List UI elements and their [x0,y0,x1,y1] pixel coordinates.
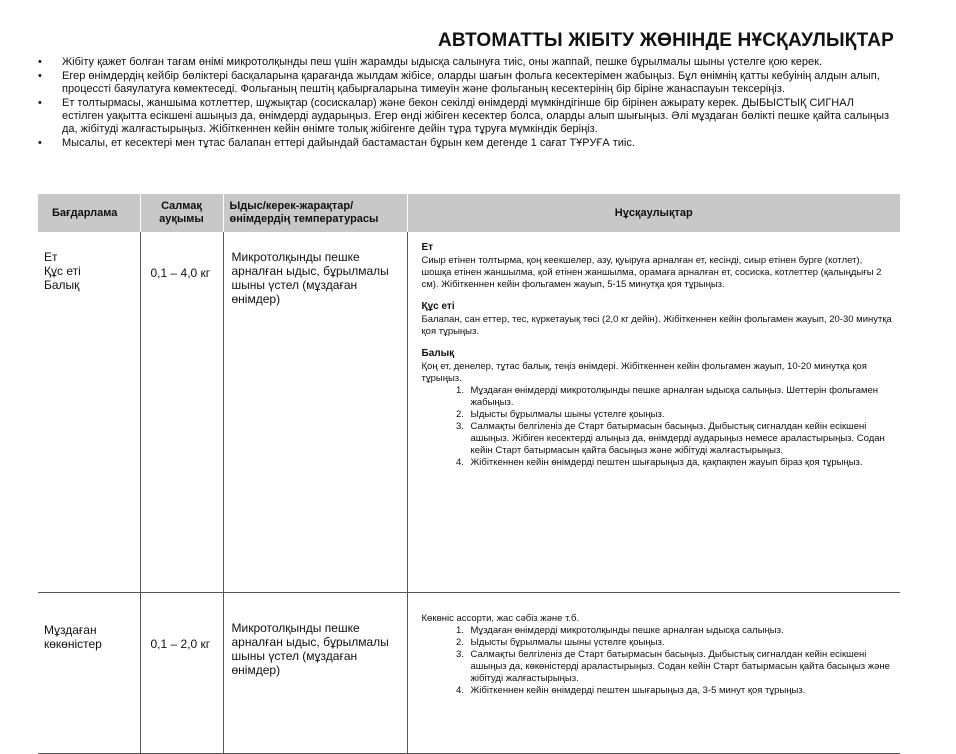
step-item: 3. Салмақты белгіленіз де Старт батырмасын басыңыз. Дыбыстық сигналдан кейін есікшені ашыңыз да, көкөністерді араластырыңыз. Содан кейін Старт батырмасын қайта басыңыз және жібітуді жалғастырыңыз. [467,649,893,685]
table-row [38,232,900,593]
bullet-item [38,56,896,69]
table-header-row [38,194,900,232]
instruction-section [422,301,893,338]
steps-list [422,625,893,697]
defrost-table [38,194,900,754]
header-dish: Ыдыс/керек-жарақтар/ өнімдердің температурасы [223,194,407,232]
bullet-icon: • [38,56,42,68]
bullet-item [38,70,896,96]
page-title: АВТОМАТТЫ ЖІБІТУ ЖӨНІНДЕ НҰСҚАУЛЫҚТАР [437,30,894,51]
step-item: 2. Ыдысты бұрылмалы шыны үстелге қоыңыз. [467,637,893,649]
bullet-icon: • [38,70,42,82]
instruction-section [422,348,893,385]
dish-cell: Микротолқынды пешке арналған ыдыс, бұрылмалы шыны үстел (мұздаған өнімдер) [223,593,407,754]
steps-list [422,385,893,469]
dish-cell: Микротолқынды пешке арналған ыдыс, бұрылмалы шыны үстел (мұздаған өнімдер) [223,232,407,593]
bullet-text: Мысалы, ет кесектері мен тұтас балапан еттері дайындай бастамастан бұрын кем дегенде 1 сағат ТҰРУҒА тиіс. [62,137,635,149]
header-weight: Салмақ ауқымы [140,194,223,232]
header-instructions: Нұсқаулықтар [407,194,900,232]
step-item: 2. Ыдысты бұрылмалы шыны үстелге қоыңыз. [467,409,893,421]
bullet-icon: • [38,137,42,149]
bullet-item [38,97,896,136]
step-item: 1. Мұздаған өнімдерді микротолқынды пешке арналған ыдысқа салыңыз. Шеттерін фольгамен жабыңыз. [467,385,893,409]
instructions-cell [407,232,900,593]
section-heading: Балық [421,348,455,359]
section-heading: Құс еті [421,301,455,312]
program-cell: Мұздаған көкөністер [38,593,140,754]
section-heading: Ет [421,242,434,253]
table-row [38,593,900,754]
instruction-section [422,242,893,291]
weight-cell: 0,1 – 4,0 кг [140,232,223,593]
step-item: 3. Салмақты белгіленіз де Старт батырмасын басыңыз. Дыбыстық сигналдан кейін есікшені ашыңыз. Жібіген кесектерді алыңыз да, өнімдерді аударыңыз немесе араластырыңыз. Содан кейін Старт батырмасын қайта басыңыз және жібітуді жалғастырыңыз. [467,421,893,457]
step-item: 4. Жібіткеннен кейін өнімдерді пештен шығарыңыз да, қақпақпен жауып біраз қоя тұрыңыз. [467,457,893,469]
section-text: Қоң ет, денелер, тұтас балық, теңіз өнімдері. Жібіткеннен кейін фольгамен жауып, 10-20 минутқа қоя тұрыңыз. [421,361,867,384]
bullet-item [38,137,896,150]
bullet-icon: • [38,97,42,109]
header-program: Бағдарлама [38,194,140,232]
intro-bullet-list [38,56,896,151]
section-text: Балапан, сан еттер, тес, күркетауық төсі (2,0 кг дейін). Жібіткеннен кейін фольгамен жауып, 20-30 минутқа қоя тұрыңыз. [421,314,892,337]
step-item: 1. Мұздаған өнімдерді микротолқынды пешке арналған ыдысқа салыңыз. [467,625,893,637]
program-cell: Ет Құс еті Балық [38,232,140,593]
bullet-text: Егер өнімдердің кейбір бөліктері басқаларына қарағанда жылдам жібісе, оларды шағын фольга кесектерімен жабыңыз. Бұл өнімнің қатты кебуінің алдын алып, процессті баяулатуға көмектеседі. Фольганың пештің қабырғаларына тимеуін және фольганың кесектерінің бір біріне жанаспауын тексеріңіз. [62,70,880,95]
instruction-intro: Көкөніс ассорти, жас сәбіз және т.б. [421,613,580,624]
step-item: 4. Жібіткеннен кейін өнімдерді пештен шығарыңыз да, 3-5 минут қоя тұрыңыз. [467,685,893,697]
instructions-cell [407,593,900,754]
weight-cell: 0,1 – 2,0 кг [140,593,223,754]
bullet-text: Ет толтырмасы, жаншыма котлеттер, шұжықтар (сосискалар) және бекон секілді өнімдерді мүмкіндігінше бір бірінен ажырату керек. ДЫБЫСТЫҚ СИГНАЛ естілген уақытта есікшені ашыңыз да, өнімдерді аударыңыз. Егер өнді жібіген кесектер болса, оларды алып шығыңыз. Әлі мұздаған бөлікті пешке қайта салыңыз да, жібітуді жалғастырыңыз. Жібіткеннен кейін өнімге толық жібігенге дейін тұра тұруға мүмкіндік беріңіз. [62,97,890,135]
section-text: Сиыр етінен толтырма, қоң кеекшелер, азу, қуыруға арналған ет, кесінді, сиыр етінен бурге (котлет), шошқа етінен жаншылма, қой етінен жаншылма, орамаға арналған ет, сосиска, котлеттер (қалыңдығы 2 см). Жібіткеннен кейін фольгамен жауып, 5-15 минутқа қоя тұрыңыз. [421,255,882,290]
bullet-text: Жібіту қажет болған тағам өнімі микротолқынды пеш үшін жарамды ыдысқа салынуға тиіс, оны жаппай, пешке бұрылмалы шыны үстелге қою керек. [62,56,823,68]
